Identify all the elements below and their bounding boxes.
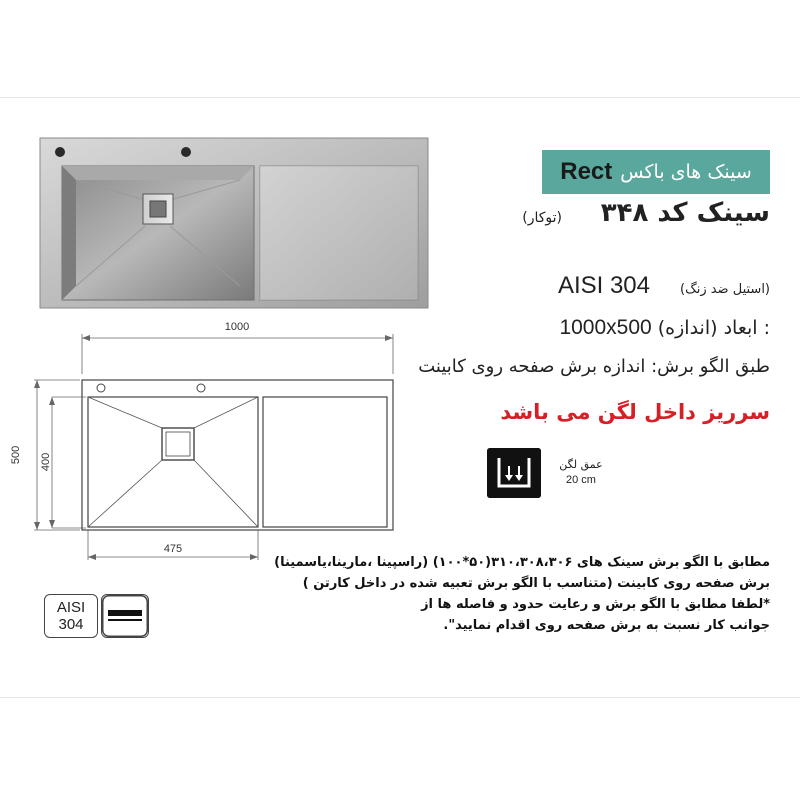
model-name: Rect [560,158,613,185]
product-line-badge [542,150,770,194]
dimensions-row [559,316,770,340]
overflow-note: سرریز داخل لگن می باشد [500,400,770,424]
bowl-depth-value: 20 cm [566,474,596,486]
description-line: مطابق با الگو برش سینک های ۳۱۰،۳۰۸،۳۰۶(۵۰*۱۰۰) (راسپینا ،مارینا،یاسمینا) [274,555,770,570]
product-subtitle: (توکار) [522,210,562,226]
bottom-divider [0,697,800,698]
dimensions-value: 1000x500 [559,316,652,339]
technical-drawing [10,316,410,566]
aisi-grade-badge [44,594,98,638]
bowl-width-dimension-label: 475 [163,543,183,555]
description-line: جوانب کار نسبت به برش صفحه روی اقدام نمایید". [443,618,770,633]
description-line: برش صفحه روی کابینت (متناسب با الگو برش تعبیه شده در داخل کارتن ) [302,576,770,591]
material-grade: AISI 304 [557,272,650,299]
steel-thickness-icon [101,594,149,638]
product-line-label: سینک های باکس [620,161,752,183]
material-row [558,272,770,300]
dimensions-label: : ابعاد (اندازه) [657,317,770,339]
material-note: (استیل ضد زنگ) [680,282,770,297]
description-text [230,552,770,636]
width-dimension-label: 1000 [224,321,250,333]
cut-pattern-text: طبق الگو برش: اندازه برش صفحه روی کابینت [418,356,770,377]
sink-photo [40,138,428,308]
bowl-depth-label: عمق لگن [559,458,603,471]
aisi-badge-line1: AISI [56,599,86,616]
inner-height-dimension-label: 400 [40,452,52,472]
product-title: سینک کد ۳۴۸ [600,198,770,228]
description-line: *لطفا مطابق با الگو برش و رعایت حدود و فاصله ها از [421,597,770,612]
bowl-depth-icon [487,448,541,498]
top-divider [0,97,800,98]
height-dimension-label: 500 [10,445,22,465]
aisi-badge-line2: 304 [58,616,84,633]
